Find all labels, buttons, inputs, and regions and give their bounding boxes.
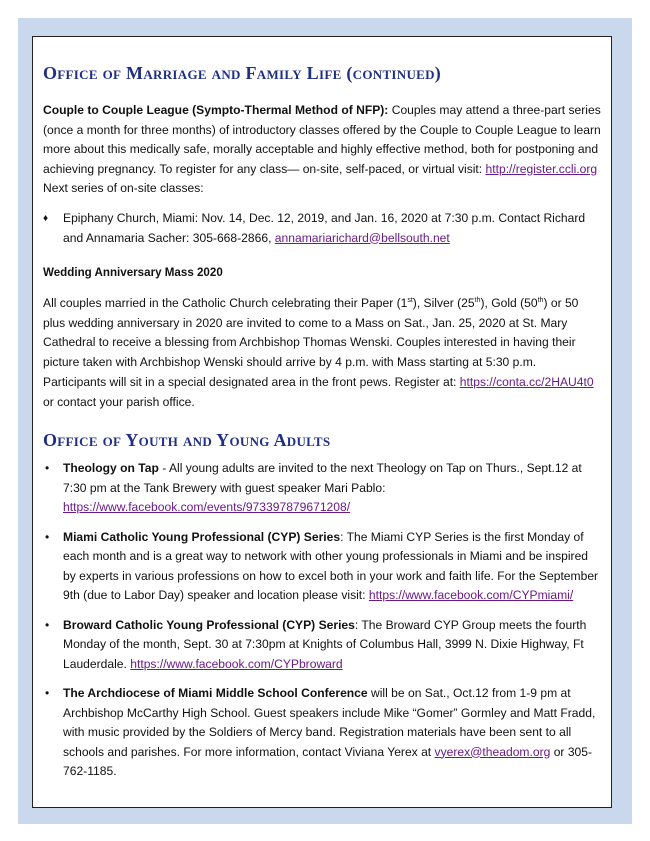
wam-text-c: ), Gold (50 bbox=[480, 296, 538, 311]
sup-th: th bbox=[537, 297, 544, 304]
ccl-text: Couples may attend a three-part series (once a month for three months) of introductory classes offered by the Couple to Couple League to learn more about this medically safe, morally acceptable and highly effective method, both for postponing and achieving pregnancy. To register for any class— on-site, self-paced, or virtual visit: bbox=[43, 103, 601, 176]
list-item bbox=[43, 209, 603, 248]
sup-th: th bbox=[474, 297, 481, 304]
marriage-heading: Office of Marriage and Family Life (continued) bbox=[43, 63, 442, 83]
item-text: - All young adults are invited to the next Theology on Tap on Thurs., Sept.12 at 7:30 pm at the Tank Brewery with guest speaker Mari Pablo: bbox=[63, 461, 582, 495]
epiphany-text: Epiphany Church, Miami: Nov. 14, Dec. 12, 2019, and Jan. 16, 2020 at 7:30 p.m. Contact Richard and Annamaria Sacher: 305-668-2866, bbox=[63, 211, 586, 245]
dot-bullet-icon: • bbox=[45, 461, 50, 475]
wam-register-tail: or contact your parish office. bbox=[43, 394, 195, 409]
item-link[interactable]: https://www.facebook.com/CYPmiami/ bbox=[368, 588, 574, 602]
item-text: : The Broward CYP Group meets the fourth Monday of the month, Sept. 30 at 7:30pm at Knights of Columbus Hall, 3999 N. Dixie Highway, Ft Lauderdale. bbox=[63, 617, 587, 671]
item-title: Theology on Tap bbox=[63, 461, 159, 475]
wam-title: Wedding Anniversary Mass 2020 bbox=[43, 266, 223, 279]
ccl-paragraph bbox=[43, 101, 603, 199]
item-title: Miami Catholic Young Professional (CYP) Series bbox=[63, 529, 341, 544]
wam-text-d: ) or 50 plus wedding anniversary in 2020 are invited to come to a Mass on Sat., Jan. 25, 2020 at St. Mary Cathedral to receive a blessing from Archbishop Thomas Wenski. Couples interested in having their picture taken with Archbishop Wenski should arrive by 4 p.m. with Mass starting at 5:30 p.m. bbox=[43, 296, 579, 369]
list-item bbox=[43, 528, 603, 606]
item-title: The Archdiocese of Miami Middle School Conference bbox=[63, 686, 368, 700]
sup-st: st bbox=[407, 297, 413, 304]
item-title: Broward Catholic Young Professional (CYP) Series bbox=[63, 617, 355, 632]
newsletter-page bbox=[32, 36, 612, 808]
list-item bbox=[43, 616, 603, 675]
dot-bullet-icon: • bbox=[45, 617, 50, 632]
ccl-register-link[interactable]: http://register.ccli.org bbox=[485, 161, 598, 176]
list-item bbox=[43, 684, 603, 782]
list-item bbox=[43, 459, 603, 518]
dot-bullet-icon: • bbox=[45, 529, 50, 544]
item-tail: or 305-762-1185. bbox=[63, 744, 593, 778]
ccl-title: Couple to Couple League (Sympto-Thermal Method of NFP): bbox=[43, 103, 389, 117]
item-text: : The Miami CYP Series is the first Monday of each month and is a great way to network with other young professionals in Miami and be inspired by experts in various professions on how to excel both in your work and faith life. For the September 9th (due to Labor Day) speaker and location please visit: bbox=[63, 529, 599, 602]
wam-paragraph bbox=[43, 291, 603, 372]
wam-register-link[interactable]: https://conta.cc/2HAU4t0 bbox=[459, 375, 594, 389]
epiphany-email-link[interactable]: annamariarichard@bellsouth.net bbox=[274, 230, 450, 245]
youth-heading: Office of Youth and Young Adults bbox=[43, 430, 331, 450]
wam-register-paragraph bbox=[43, 373, 603, 412]
dot-bullet-icon: • bbox=[45, 686, 50, 700]
class-list bbox=[43, 209, 603, 248]
item-text: will be on Sat., Oct.12 from 1-9 pm at Archbishop McCarthy High School. Guest speakers include Mike “Gomer” Gormley and Matt Fradd, with music provided by the Soldiers of Mercy band. Registration materials have been sent to all schools and parishes. For more information, contact Viviana Yerex at bbox=[63, 686, 596, 759]
wam-register-text: Participants will sit in a special designated area in the front pews. Register at: bbox=[43, 375, 460, 389]
item-link[interactable]: vyerex@theadom.org bbox=[434, 744, 551, 759]
diamond-bullet-icon: ♦ bbox=[43, 213, 49, 224]
wam-text-b: ), Silver (25 bbox=[412, 296, 475, 311]
wam-text-a: All couples married in the Catholic Church celebrating their Paper (1 bbox=[43, 296, 408, 311]
item-link[interactable]: https://www.facebook.com/events/973397879671208/ bbox=[63, 500, 351, 514]
item-link[interactable]: https://www.facebook.com/CYPbroward bbox=[130, 656, 343, 671]
youth-list bbox=[43, 459, 603, 792]
ccl-tail: Next series of on-site classes: bbox=[43, 181, 204, 195]
